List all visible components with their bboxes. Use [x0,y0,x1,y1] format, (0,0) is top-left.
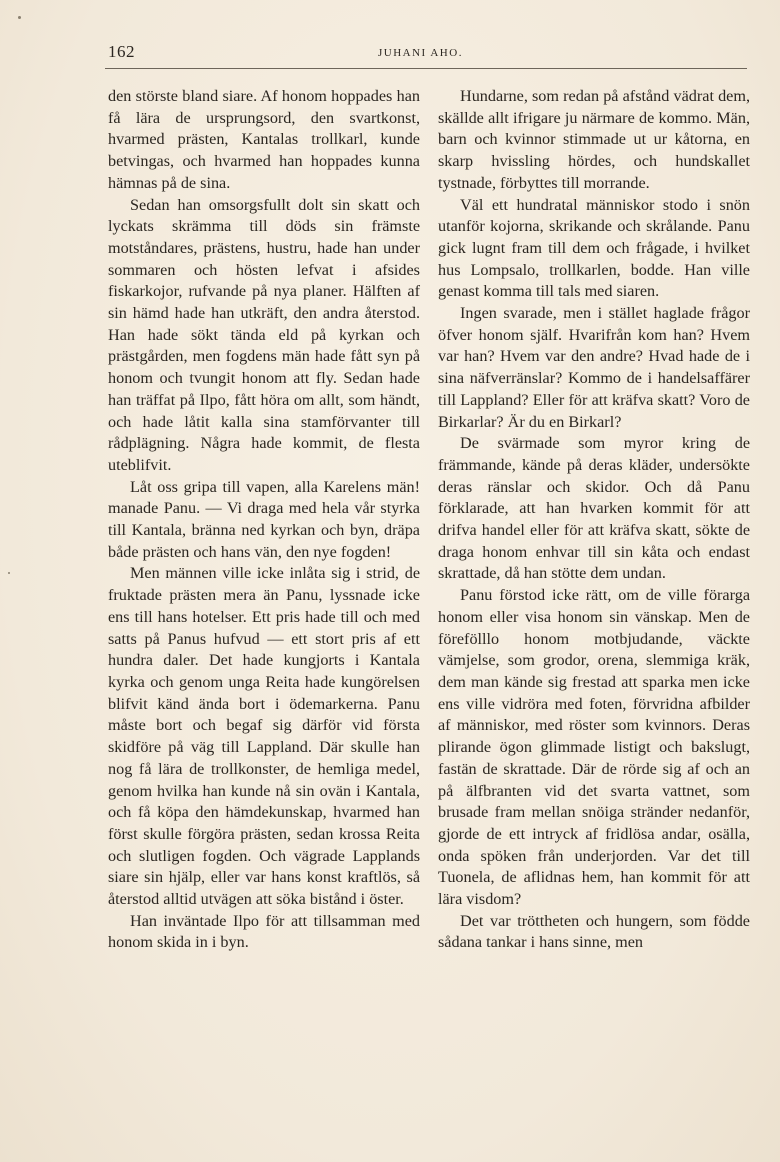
paragraph: Hundarne, som redan på afstånd vädrat dem, skällde allt ifrigare ju närmare de kommo. Män, barn och kvinnor stimmade ut ur kåtorna, en skarp hvissling hördes, och hundskallet tystnade, förbyttes till morrande. [438,87,750,192]
paragraph: Väl ett hundratal människor stodo i snön utanför kojorna, skrikande och skrålande. Panu gick lugnt fram till dem och frågade, i hvilket hus Lompsalo, trollkarlen, bodde. Han ville genast komma till tals med siaren. [438,195,750,301]
right-column [438,86,750,954]
margin-speck [18,16,21,19]
paragraph: Låt oss gripa till vapen, alla Karelens män! manade Panu. — Vi draga med hela vår styrka till Kantala, bränna ned kyrkan och byn, dräpa både prästen och hans vän, den nye fogden! [108,477,420,561]
paragraph: Sedan han omsorgsfullt dolt sin skatt och lyckats skrämma till döds sin främste motståndares, prästens, hustru, hade han under sommaren och hösten lefvat i afsides fiskarkojor, rufvande på nya planer. Hälften af sin hämd hade han utkräft, den andra återstod. Han hade sökt tända eld på kyrkan och prästgården, men fogdens män hade fått syn på honom och tvungit honom att fly. Sedan hade han träffat på Ilpo, fått höra om allt, som händt, och hade låtit kalla sina stamförvanter till rådplägning. Några hade kommit, de flesta uteblifvit. [108,195,420,474]
page-number: 162 [108,42,135,61]
paragraph: Men männen ville icke inlåta sig i strid, de fruktade prästen mera än Panu, lyssnade icke ens till hans hotelser. Ett pris hade till och med satts på Panus hufvud — ett stort pris af ett hundra daler. Det hade kungjorts i Kantala kyrka och genom unga Reita hade kungörelsen blifvit känd ända bort i ödemarkerna. Panu måste bort och begaf sig därför vid första skidföre på väg till Lappland. Där skulle han nog få lära de trollkonster, de hemliga medel, genom hvilka han kunde nå sin ovän i Kantala, och få köpa den hämdekunskap, hvarmed han först skulle förgöra prästen, sedan krossa Reita och slutligen fogden. Och vägrade Lapplands siare sin hjälp, eller var hans konst kraftlös, så återstod alltid utvägen att söka bistånd i öster. [108,564,420,909]
running-head [108,42,748,66]
paragraph: De svärmade som myror kring de främmande, kände på deras kläder, undersökte deras ränslar och skidor. Och då Panu förklarade, att han hvarken kommit för att drifva handel eller för att kräfva skatt, sökte de draga honom enhvar till sin kåta och endast skrattade, då han stötte dem undan. [438,434,750,583]
margin-speck [8,572,10,574]
paragraph: den störste bland siare. Af honom hoppades han få lära de ursprungsord, den svartkonst, hvarmed prästen, Kantalas trollkarl, kunde betvingas, och hvarmed han hoppades kunna hämnas på de sina. [108,87,420,192]
paragraph: Det var tröttheten och hungern, som födde sådana tankar i hans sinne, men [438,911,750,952]
paragraph: Panu förstod icke rätt, om de ville förarga honom eller visa honom sin vänskap. Men de förefölllo honom motbjudande, väckte vämjelse, som grodor, orena, slemmiga kräk, dem man kände sig frestad att sparka men icke ens ville vidröra med foten, förvridna afbilder af människor, med röster som kvinnors. Deras plirande ögon glimmade listigt och bakslugt, fastän de skrattade. Där de rörde sig af och an på älfbranten vid det svarta vattnet, som brusade fram mellan snöiga stränder nedanför, gjorde de ett intryck af fridlösa andar, osälla, onda spöken från underjorden. Var det till Tuonela, de aflidnas hem, han kommit för att lära visdom? [438,586,750,909]
left-column [108,86,420,954]
running-head-author: JUHANI AHO. [378,47,463,59]
header-rule [105,68,747,69]
paragraph: Ingen svarade, men i stället haglade frågor öfver honom själf. Hvarifrån kom han? Hvem var han? Hvem var den andre? Hvad hade de i sina näfverränslar? Kommo de i handelsaffärer till Lappland? Eller för att kräfva skatt? Voro de Birkarlar? Är du en Birkarl? [438,304,750,431]
paragraph: Han inväntade Ilpo för att tillsamman med honom skida in i byn. [108,911,420,952]
